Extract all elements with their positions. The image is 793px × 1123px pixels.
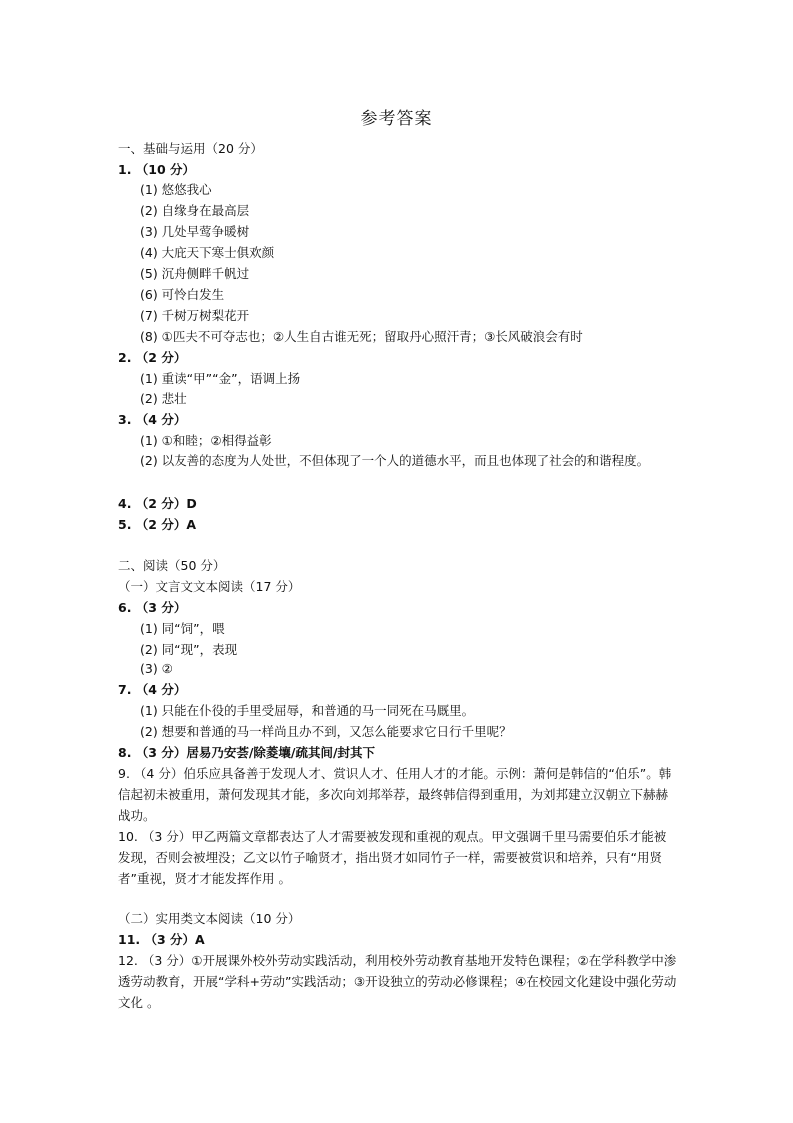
q1-item-3: (3) 几处早莺争暖树	[140, 224, 250, 239]
q3-item-2: (2) 以友善的态度为人处世，不但体现了一个人的道德水平，而且也体现了社会的和谐程度。	[140, 453, 650, 468]
q1-item-2: (2) 自缘身在最高层	[140, 203, 250, 218]
subsection-2-heading: （二）实用类文本阅读（10 分）	[118, 911, 301, 926]
question-1: 1. （10 分）	[118, 162, 196, 177]
question-8: 8. （3 分）居易乃安荟/除菱壤/疏其间/封其下	[118, 745, 376, 760]
q1-item-6: (6) 可怜白发生	[140, 287, 225, 302]
question-9: 9. （4 分）伯乐应具备善于发现人才、赏识人才、任用人才的才能。示例：萧何是韩信的“伯乐”。韩信起初未被重用，萧何发现其才能，多次向刘邦举荐，最终韩信得到重用，为刘邦建立汉朝立下赫赫战功。	[118, 766, 672, 823]
q6-item-2: (2) 同“现”，表现	[140, 642, 238, 657]
q7-item-1: (1) 只能在仆役的手里受屈辱，和普通的马一同死在马厩里。	[140, 703, 475, 718]
question-2: 2. （2 分）	[118, 350, 187, 365]
section-2-heading: 二、阅读（50 分）	[118, 558, 226, 573]
section-1-heading: 一、基础与运用（20 分）	[118, 141, 263, 156]
question-6: 6. （3 分）	[118, 600, 187, 615]
q6-item-3: (3) ②	[140, 661, 173, 676]
question-11: 11. （3 分）A	[118, 932, 205, 947]
question-10: 10. （3 分）甲乙两篇文章都表达了人才需要被发现和重视的观点。甲文强调千里马需要伯乐才能被发现，否则会被埋没；乙文以竹子喻贤才，指出贤才如同竹子一样，需要被赏识和培养，只有“用贤者”重视，贤才才能发挥作用 。	[118, 829, 667, 886]
subsection-1-heading: （一）文言文文本阅读（17 分）	[118, 579, 301, 594]
question-7: 7. （4 分）	[118, 682, 187, 697]
q2-item-1: (1) 重读“甲”“金”，语调上扬	[140, 371, 301, 386]
question-12: 12. （3 分）①开展课外校外劳动实践活动，利用校外劳动教育基地开发特色课程；②在学科教学中渗透劳动教育，开展“学科+劳动”实践活动；③开设独立的劳动必修课程；④在校园文化建设中强化劳动文化 。	[118, 953, 677, 1010]
question-4: 4. （2 分）D	[118, 496, 197, 511]
question-5: 5. （2 分）A	[118, 517, 197, 532]
page-title: 参考答案	[360, 109, 433, 129]
question-3: 3. （4 分）	[118, 412, 187, 427]
q1-item-1: (1) 悠悠我心	[140, 182, 212, 197]
q1-item-4: (4) 大庇天下寒士俱欢颜	[140, 245, 275, 260]
q1-item-7: (7) 千树万树梨花开	[140, 308, 250, 323]
q2-item-2: (2) 悲壮	[140, 391, 187, 406]
q1-item-8: (8) ①匹夫不可夺志也；②人生自古谁无死；留取丹心照汗青；③长风破浪会有时	[140, 329, 583, 344]
q3-item-1: (1) ①和睦；②相得益彰	[140, 433, 272, 448]
q7-item-2: (2) 想要和普通的马一样尚且办不到，又怎么能要求它日行千里呢？	[140, 724, 512, 739]
q1-item-5: (5) 沉舟侧畔千帆过	[140, 266, 250, 281]
q6-item-1: (1) 同“饲”，喂	[140, 621, 225, 636]
